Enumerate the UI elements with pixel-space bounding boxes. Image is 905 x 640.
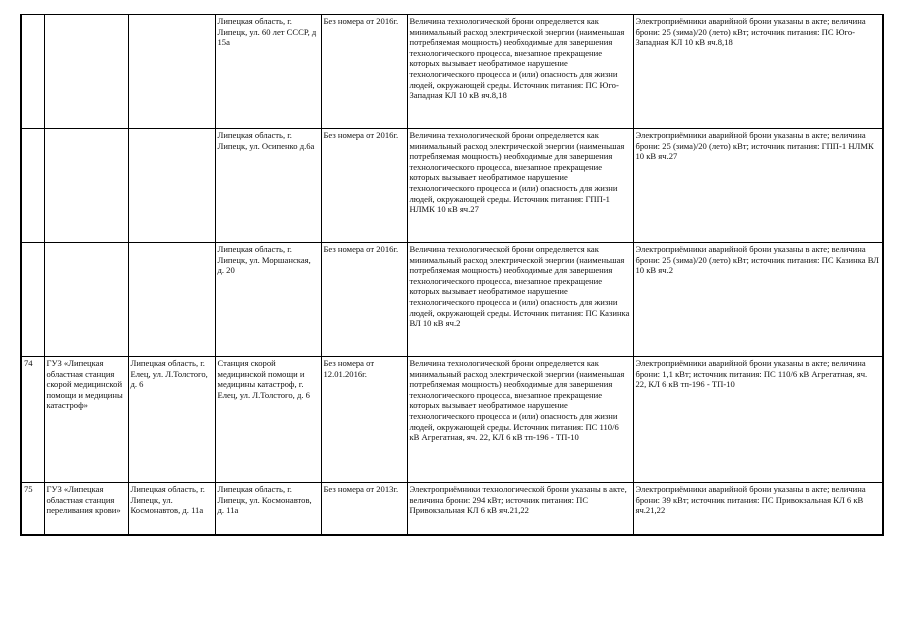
table-row [21,243,883,357]
emergency-reserve-cell: Электроприёмники аварийной брони указаны в акте; величина брони: 1,1 кВт; источник питания: ПС 110/6 кВ Агрегатная, яч. 22, КЛ 6 кВ тп-196 - ТП-10 [633,357,883,483]
organization-cell: ГУЗ «Липецкая областная станция скорой медицинской помощи и медицины катастроф» [44,357,128,483]
act-document-cell: Без номера от 2016г. [321,129,407,243]
organization-cell [44,15,128,129]
row-number-cell: 75 [21,483,44,535]
table-row [21,483,883,535]
organization-cell [44,243,128,357]
object-address-cell: Липецкая область, г. Липецк, ул. 60 лет СССР, д 15а [215,15,321,129]
emergency-reserve-cell: Электроприёмники аварийной брони указаны в акте; величина брони: 25 (зима)/20 (лето) кВт; источник питания: ПС Казинка ВЛ 10 кВ яч.2 [633,243,883,357]
technological-reserve-cell: Величина технологической брони определяется как минимальный расход электрической энергии (наименьшая потребляемая мощность) необходимые для завершения технологического процесса, внезапное прекращение которых вызывает необратимое нарушение технологического процесса и (или) опасность для жизни людей, окружающей среды. Источник питания: ГПП-1 НЛМК 10 кВ яч.27 [407,129,633,243]
legal-address-cell [128,15,215,129]
organization-cell: ГУЗ «Липецкая областная станция переливания крови» [44,483,128,535]
legal-address-cell [128,243,215,357]
technological-reserve-cell: Величина технологической брони определяется как минимальный расход электрической энергии (наименьшая потребляемая мощность) необходимые для завершения технологического процесса, внезапное прекращение которых вызывает необратимое нарушение технологического процесса и (или) опасность для жизни людей, окружающей среды. Источник питания: ПС 110/6 кВ Агрегатная, яч. 22, КЛ 6 кВ тп-196 - ТП-10 [407,357,633,483]
legal-address-cell: Липецкая область, г. Липецк, ул. Космонавтов, д. 11а [128,483,215,535]
emergency-reserve-cell: Электроприёмники аварийной брони указаны в акте; величина брони: 25 (зима)/20 (лето) кВт; источник питания: ПС Юго-Западная КЛ 10 кВ яч.8,18 [633,15,883,129]
table-row [21,357,883,483]
act-document-cell: Без номера от 2013г. [321,483,407,535]
organization-cell [44,129,128,243]
row-number-cell [21,129,44,243]
row-number-cell: 74 [21,357,44,483]
act-document-cell: Без номера от 2016г. [321,15,407,129]
object-address-cell: Липецкая область, г. Липецк, ул. Моршанская, д. 20 [215,243,321,357]
emergency-reserve-cell: Электроприёмники аварийной брони указаны в акте; величина брони: 25 (зима)/20 (лето) кВт; источник питания: ГПП-1 НЛМК 10 кВ яч.27 [633,129,883,243]
object-address-cell: Липецкая область, г. Липецк, ул. Космонавтов, д. 11а [215,483,321,535]
table-row [21,129,883,243]
act-document-cell: Без номера от 12.01.2016г. [321,357,407,483]
technological-reserve-cell: Величина технологической брони определяется как минимальный расход электрической энергии (наименьшая потребляемая мощность) необходимые для завершения технологического процесса, внезапное прекращение которых вызывает необратимое нарушение технологического процесса и (или) опасность для жизни людей, окружающей среды. Источник питания: ПС Юго-Западная КЛ 10 кВ яч.8,18 [407,15,633,129]
object-address-cell: Липецкая область, г. Липецк, ул. Осипенко д.6а [215,129,321,243]
table-row [21,15,883,129]
act-document-cell: Без номера от 2016г. [321,243,407,357]
technological-reserve-cell: Электроприёмники технологической брони указаны в акте, величина брони: 294 кВт; источник питания: ПС Привокзальная КЛ 6 кВ яч.21,22 [407,483,633,535]
legal-address-cell: Липецкая область, г. Елец, ул. Л.Толстого, д. 6 [128,357,215,483]
emergency-reserve-cell: Электроприёмники аварийной брони указаны в акте; величина брони: 39 кВт; источник питания: ПС Привокзальная КЛ 6 кВ яч.21,22 [633,483,883,535]
technological-reserve-cell: Величина технологической брони определяется как минимальный расход электрической энергии (наименьшая потребляемая мощность) необходимые для завершения технологического процесса, внезапное прекращение которых вызывает необратимое нарушение технологического процесса и (или) опасность для жизни людей, окружающей среды. Источник питания: ПС Казинка ВЛ 10 кВ яч.2 [407,243,633,357]
legal-address-cell [128,129,215,243]
row-number-cell [21,15,44,129]
row-number-cell [21,243,44,357]
object-address-cell: Станция скорой медицинской помощи и медицины катастроф, г. Елец, ул. Л.Толстого, д. 6 [215,357,321,483]
energy-reserve-table [20,14,884,536]
